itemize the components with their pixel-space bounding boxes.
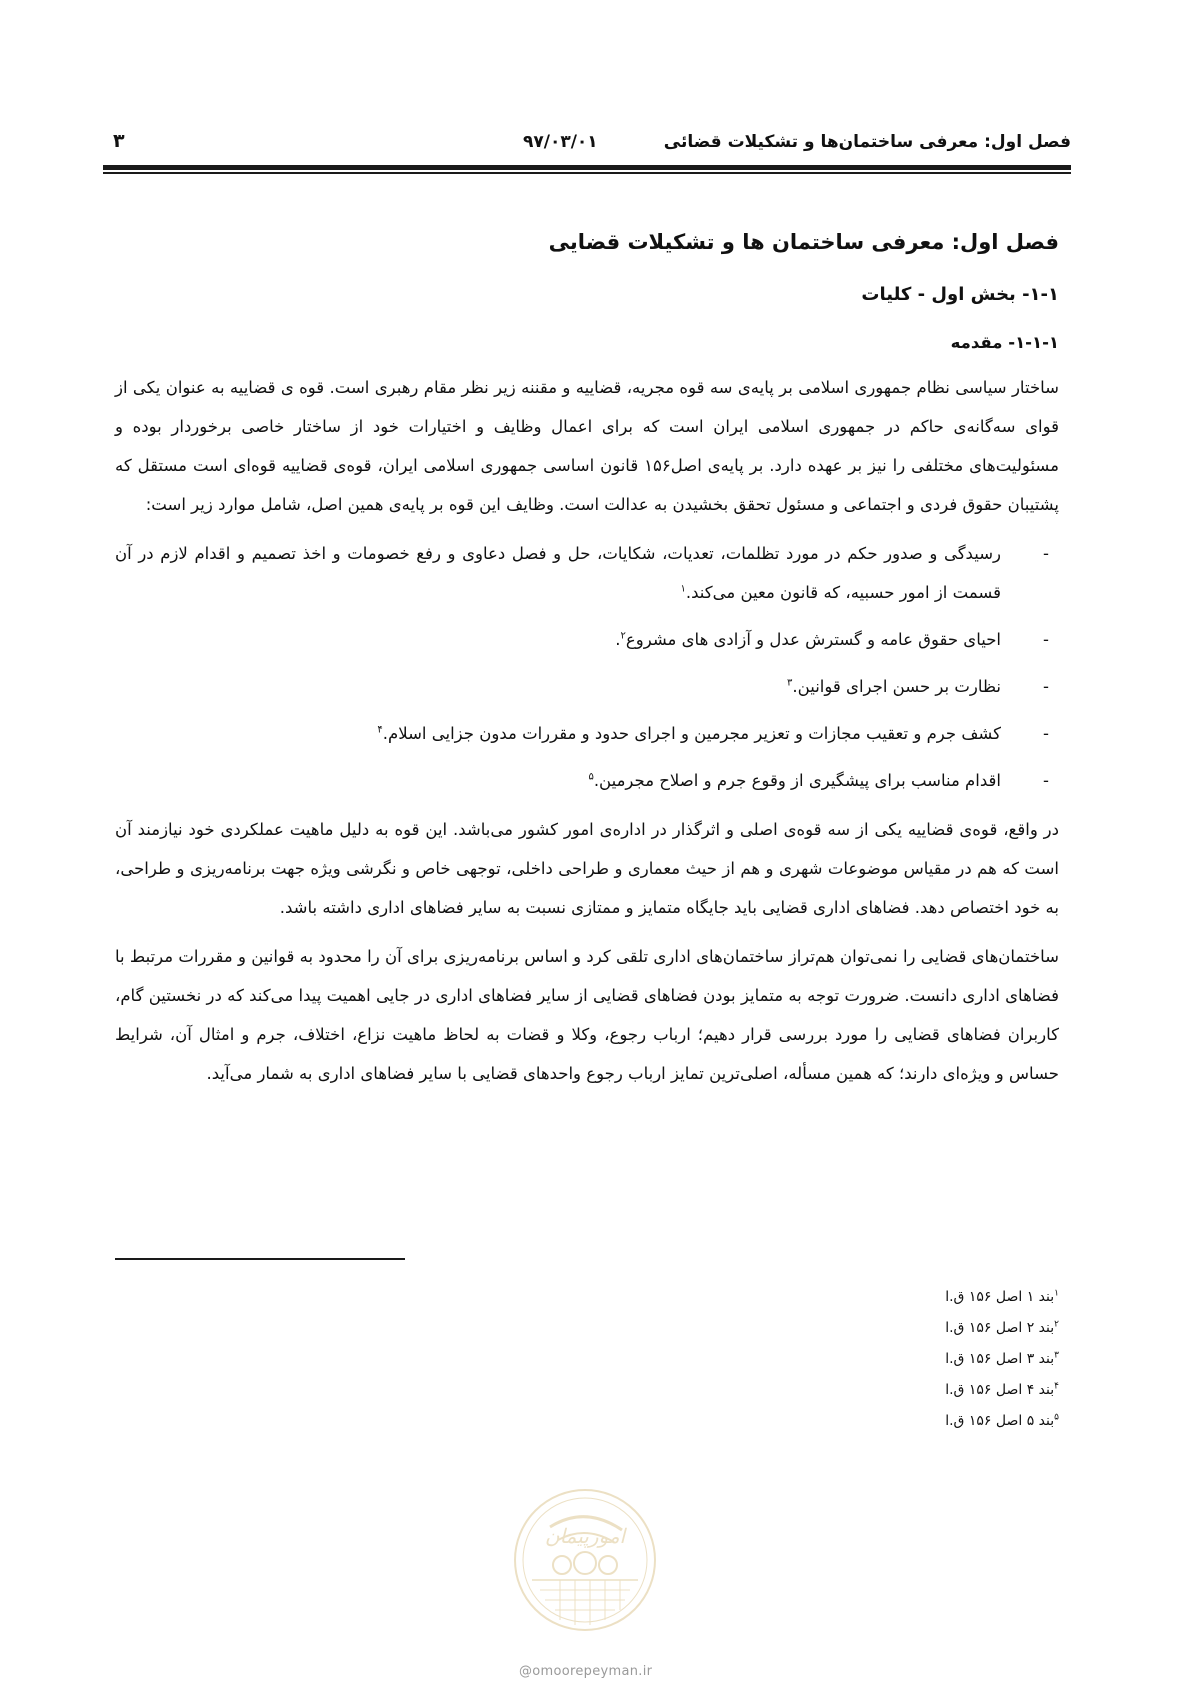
body-paragraph: ساختمان‌های قضایی را نمی‌توان هم‌تراز ساختمان‌های اداری تلقی کرد و اساس برنامه‌ریزی برای آن را محدود به قوانین و مقررات مرتبط با فضاهای اداری دانست. ضرورت توجه به متمایز بودن فضاهای قضایی از سایر فضاهای اداری در جایی اهمیت پیدا می‌کند که در نخستین گام، کاربران فضاهای قضایی را مورد بررسی قرار دهیم؛ ارباب رجوع، وکلا و قضات به لحاظ ماهیت نزاع، اختلاف، جرم و امثال آن، شرایط حساس و ویژه‌ای دارند؛ که همین مسأله، اصلی‌ترین تمایز ارباب رجوع واحدهای قضایی با سایر فضاهای اداری به شمار می‌آید. <box>115 947 1059 1083</box>
subsection-heading: ۱-۱-۱- مقدمه <box>950 333 1059 352</box>
intro-paragraph: ساختار سیاسی نظام جمهوری اسلامی بر پایه‌ی سه قوه مجریه، قضاییه و مقننه زیر نظر مقام رهبری است. قوه ی قضاییه به عنوان یکی از قوای سه‌گانه‌ی حاکم در جمهوری اسلامی ایران است که برای اعمال وظایف و اختیارات خود از ساختار خاصی برخوردار بوده و مسئولیت‌های مختلفی را نیز بر عهده دارد. بر پایه‌ی اصل۱۵۶ قانون اساسی جمهوری اسلامی ایران، قوه‌ی قضاییه قوه‌ای است مستقل که پشتیبان حقوق فردی و اجتماعی و مسئول تحقق بخشیدن به عدالت است. وظایف این قوه بر پایه‌ی همین اصل، شامل موارد زیر است: <box>115 378 1059 514</box>
list-item <box>115 761 1059 800</box>
footnote <box>945 1344 1059 1375</box>
list-item-text: احیای حقوق عامه و گسترش عدل و آزادی های مشروع <box>625 630 1001 649</box>
section-heading: ۱-۱- بخش اول - کلیات <box>861 284 1059 305</box>
footnote-text: بند ۱ اصل ۱۵۶ ق.ا <box>945 1289 1055 1305</box>
footnote-number: ۴ <box>1054 1381 1059 1392</box>
footnote-ref: ۲ <box>620 630 626 642</box>
footnote-number: ۲ <box>1054 1319 1059 1330</box>
footnote-ref: ۵ <box>588 771 594 783</box>
list-item-text: رسیدگی و صدور حکم در مورد تظلمات، تعدیات، شکایات، حل و فصل دعاوی و رفع خصومات و اخذ تصمیم و اقدام لازم در آن قسمت از امور حسبیه، که قانون معین می‌کند. <box>115 544 1001 602</box>
list-item <box>115 714 1059 753</box>
bullet-dash: - <box>1043 771 1049 790</box>
header-chapter-title: فصل اول: معرفی ساختمان‌ها و تشکیلات قضائی <box>663 132 1071 152</box>
footnote-text: بند ۳ اصل ۱۵۶ ق.ا <box>945 1351 1055 1367</box>
bullet-dash: - <box>1043 724 1049 743</box>
footnote <box>945 1406 1059 1437</box>
bullet-dash: - <box>1043 677 1049 696</box>
footnote-text: بند ۴ اصل ۱۵۶ ق.ا <box>945 1382 1055 1398</box>
watermark-url: @omoorepeyman.ir <box>519 1664 653 1679</box>
footnote-separator <box>115 1258 405 1260</box>
footnote-number: ۳ <box>1054 1350 1059 1361</box>
bullet-dash: - <box>1043 630 1049 649</box>
list-item-text: اقدام مناسب برای پیشگیری از وقوع جرم و اصلاح مجرمین. <box>593 771 1001 790</box>
footnote-ref: ۳ <box>787 677 793 689</box>
footnote-ref: ۴ <box>377 724 383 736</box>
watermark-logo-icon <box>510 1485 660 1635</box>
list-item <box>115 667 1059 706</box>
list-item-text: نظارت بر حسن اجرای قوانین. <box>792 677 1001 696</box>
footnotes <box>945 1282 1059 1437</box>
bullet-dash: - <box>1043 544 1049 563</box>
running-header <box>103 128 1071 164</box>
footnote-text: بند ۲ اصل ۱۵۶ ق.ا <box>945 1320 1055 1336</box>
main-content <box>115 222 1059 1103</box>
footnote <box>945 1375 1059 1406</box>
page-number: ۳ <box>113 130 125 152</box>
footnote-ref: ۱ <box>680 583 686 595</box>
footnote-text: بند ۵ اصل ۱۵۶ ق.ا <box>945 1413 1055 1429</box>
list-item: - احیای حقوق عامه و گسترش عدل و آزادی های مشروع$^۲$. <box>115 620 1059 659</box>
list-item <box>115 534 1059 612</box>
header-rule-thin <box>103 172 1071 174</box>
list-item-text: کشف جرم و تعقیب مجازات و تعزیر مجرمین و اجرای حدود و مقررات مدون جزایی اسلام. <box>382 724 1001 743</box>
body-paragraph: در واقع، قوه‌ی قضاییه یکی از سه قوه‌ی اصلی و اثرگذار در اداره‌ی امور کشور می‌باشد. این قوه به دلیل ماهیت عملکردی خود نیازمند آن است که هم در مقیاس موضوعات شهری و هم از حیث معماری و طراحی داخلی، توجهی خاص و نگرشی ویژه جهت برنامه‌ریزی و طراحی، به خود اختصاص دهد. فضاهای اداری قضایی باید جایگاه متمایز و ممتازی نسبت به سایر فضاهای اداری داشته باشد. <box>115 820 1059 917</box>
watermark-logo-text: امورپیمان <box>544 1524 626 1548</box>
footnote-number: ۱ <box>1054 1288 1059 1299</box>
duties-list <box>115 534 1059 800</box>
footnote-number: ۵ <box>1054 1412 1059 1423</box>
footnote <box>945 1282 1059 1313</box>
header-rule-thick <box>103 165 1071 170</box>
footnote <box>945 1313 1059 1344</box>
chapter-heading: فصل اول: معرفی ساختمان ها و تشکیلات قضایی <box>548 230 1059 254</box>
header-date: ۹۷/۰۳/۰۱ <box>523 132 598 152</box>
